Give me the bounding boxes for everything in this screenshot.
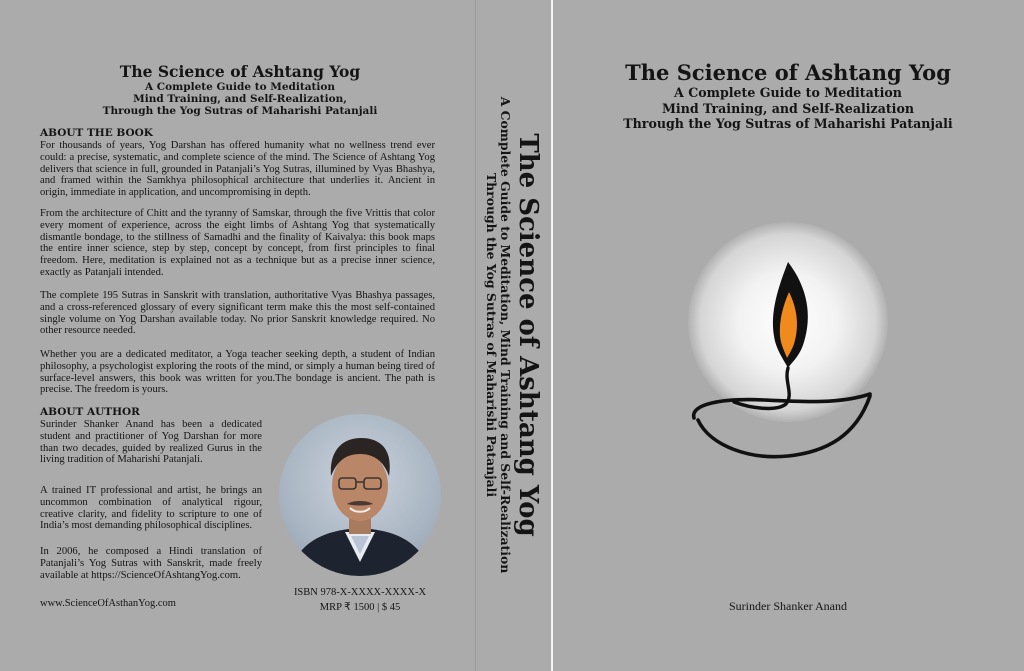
back-subtitle-line2: Mind Training, and Self-Realization, [133, 93, 347, 105]
isbn-number: ISBN 978-X-XXXX-XXXX-X [293, 587, 427, 598]
about-book-paragraph-4: Whether you are a dedicated meditator, a Yoga teacher seeking depth, a student of Indian philosophy, a psychologist exploring the roots of the mind, or simply a human being tired of surface-level answers, this book was written for you.The bondage is ancient. The path is precise. The freedom is yours. [40, 349, 435, 396]
website-url: www.ScienceOfAsthanYog.com [40, 598, 176, 609]
about-author-paragraph-1: Surinder Shanker Anand has been a dedicated student and practitioner of Yog Darshan for more than two decades, guided by realized Gurus in the living tradition of Maharishi Patanjali. [40, 419, 262, 466]
front-subtitle-line2: Mind Training, and Self-Realization [661, 100, 915, 116]
spine-text-block [484, 35, 544, 635]
front-subtitle-line3: Through the Yog Sutras of Maharishi Patanjali [623, 116, 953, 131]
front-title-block [552, 60, 1024, 132]
price-label: MRP ₹ 1500 | $ 45 [319, 602, 401, 613]
spine-subtitle-line1: A Complete Guide to Meditation, Mind Training and Self-Realization [498, 96, 513, 574]
back-title: The Science of Ashtang Yog [119, 62, 361, 81]
back-subtitle-line3: Through the Yog Sutras of Maharishi Patanjali [102, 105, 378, 117]
diya-lamp-icon [680, 250, 900, 474]
author-portrait [279, 414, 441, 576]
spine-subtitle-line2: Through the Yog Sutras of Maharishi Patanjali [484, 172, 499, 498]
isbn-block [279, 585, 441, 615]
front-title: The Science of Ashtang Yog [625, 60, 951, 85]
about-book-paragraph-2: From the architecture of Chitt and the tyranny of Samskar, through the five Vrittis that color every moment of experience, across the eight limbs of Ashtang Yog that systematically dismantle bondage, to the stillness of Samadhi and the finality of Kaivalya: this book maps the entire inner science, step by step, concept by concept, from first principles to final freedom. Here, meditation is explained not as a technique but as a precise inner science, exactly as Patanjali intended. [40, 208, 435, 278]
back-title-block [40, 63, 440, 117]
front-author-name: Surinder Shanker Anand [729, 599, 847, 613]
about-book-paragraph-3: The complete 195 Sutras in Sanskrit with translation, authoritative Vyas Bhashya passages, and a cross-referenced glossary of every significant term make this the most self-contained single volume on Yog Darshan available today. No prior Sanskrit knowledge required. No other resource needed. [40, 290, 435, 337]
back-subtitle-line1: A Complete Guide to Meditation [144, 81, 335, 93]
about-author-heading: ABOUT AUTHOR [40, 406, 140, 418]
about-author-paragraph-2: A trained IT professional and artist, he brings an uncommon combination of analytical rigour, creative clarity, and fidelity to scripture to one of India’s most demanding philosophical disciplines. [40, 485, 262, 532]
about-book-heading: ABOUT THE BOOK [40, 127, 153, 139]
about-author-paragraph-3: In 2006, he composed a Hindi translation of Patanjali’s Yog Sutras with Sanskrit, made freely available at https://ScienceOfAshtangYog.com. [40, 546, 262, 581]
about-book-paragraph-1: For thousands of years, Yog Darshan has offered humanity what no wellness trend ever could: a precise, systematic, and complete science of the mind. The Science of Ashtang Yog delivers that science in full, grounded in Patanjali’s Yog Sutras, illumined by Vyas Bhashya, and framed within the Samkhya philosophical architecture that underlies it. Ancient in origin, immediate in application, and uncompromising in depth. [40, 140, 435, 199]
spine-title: The Science of Ashtang Yog [513, 133, 543, 537]
front-subtitle-line1: A Complete Guide to Meditation [674, 85, 902, 100]
